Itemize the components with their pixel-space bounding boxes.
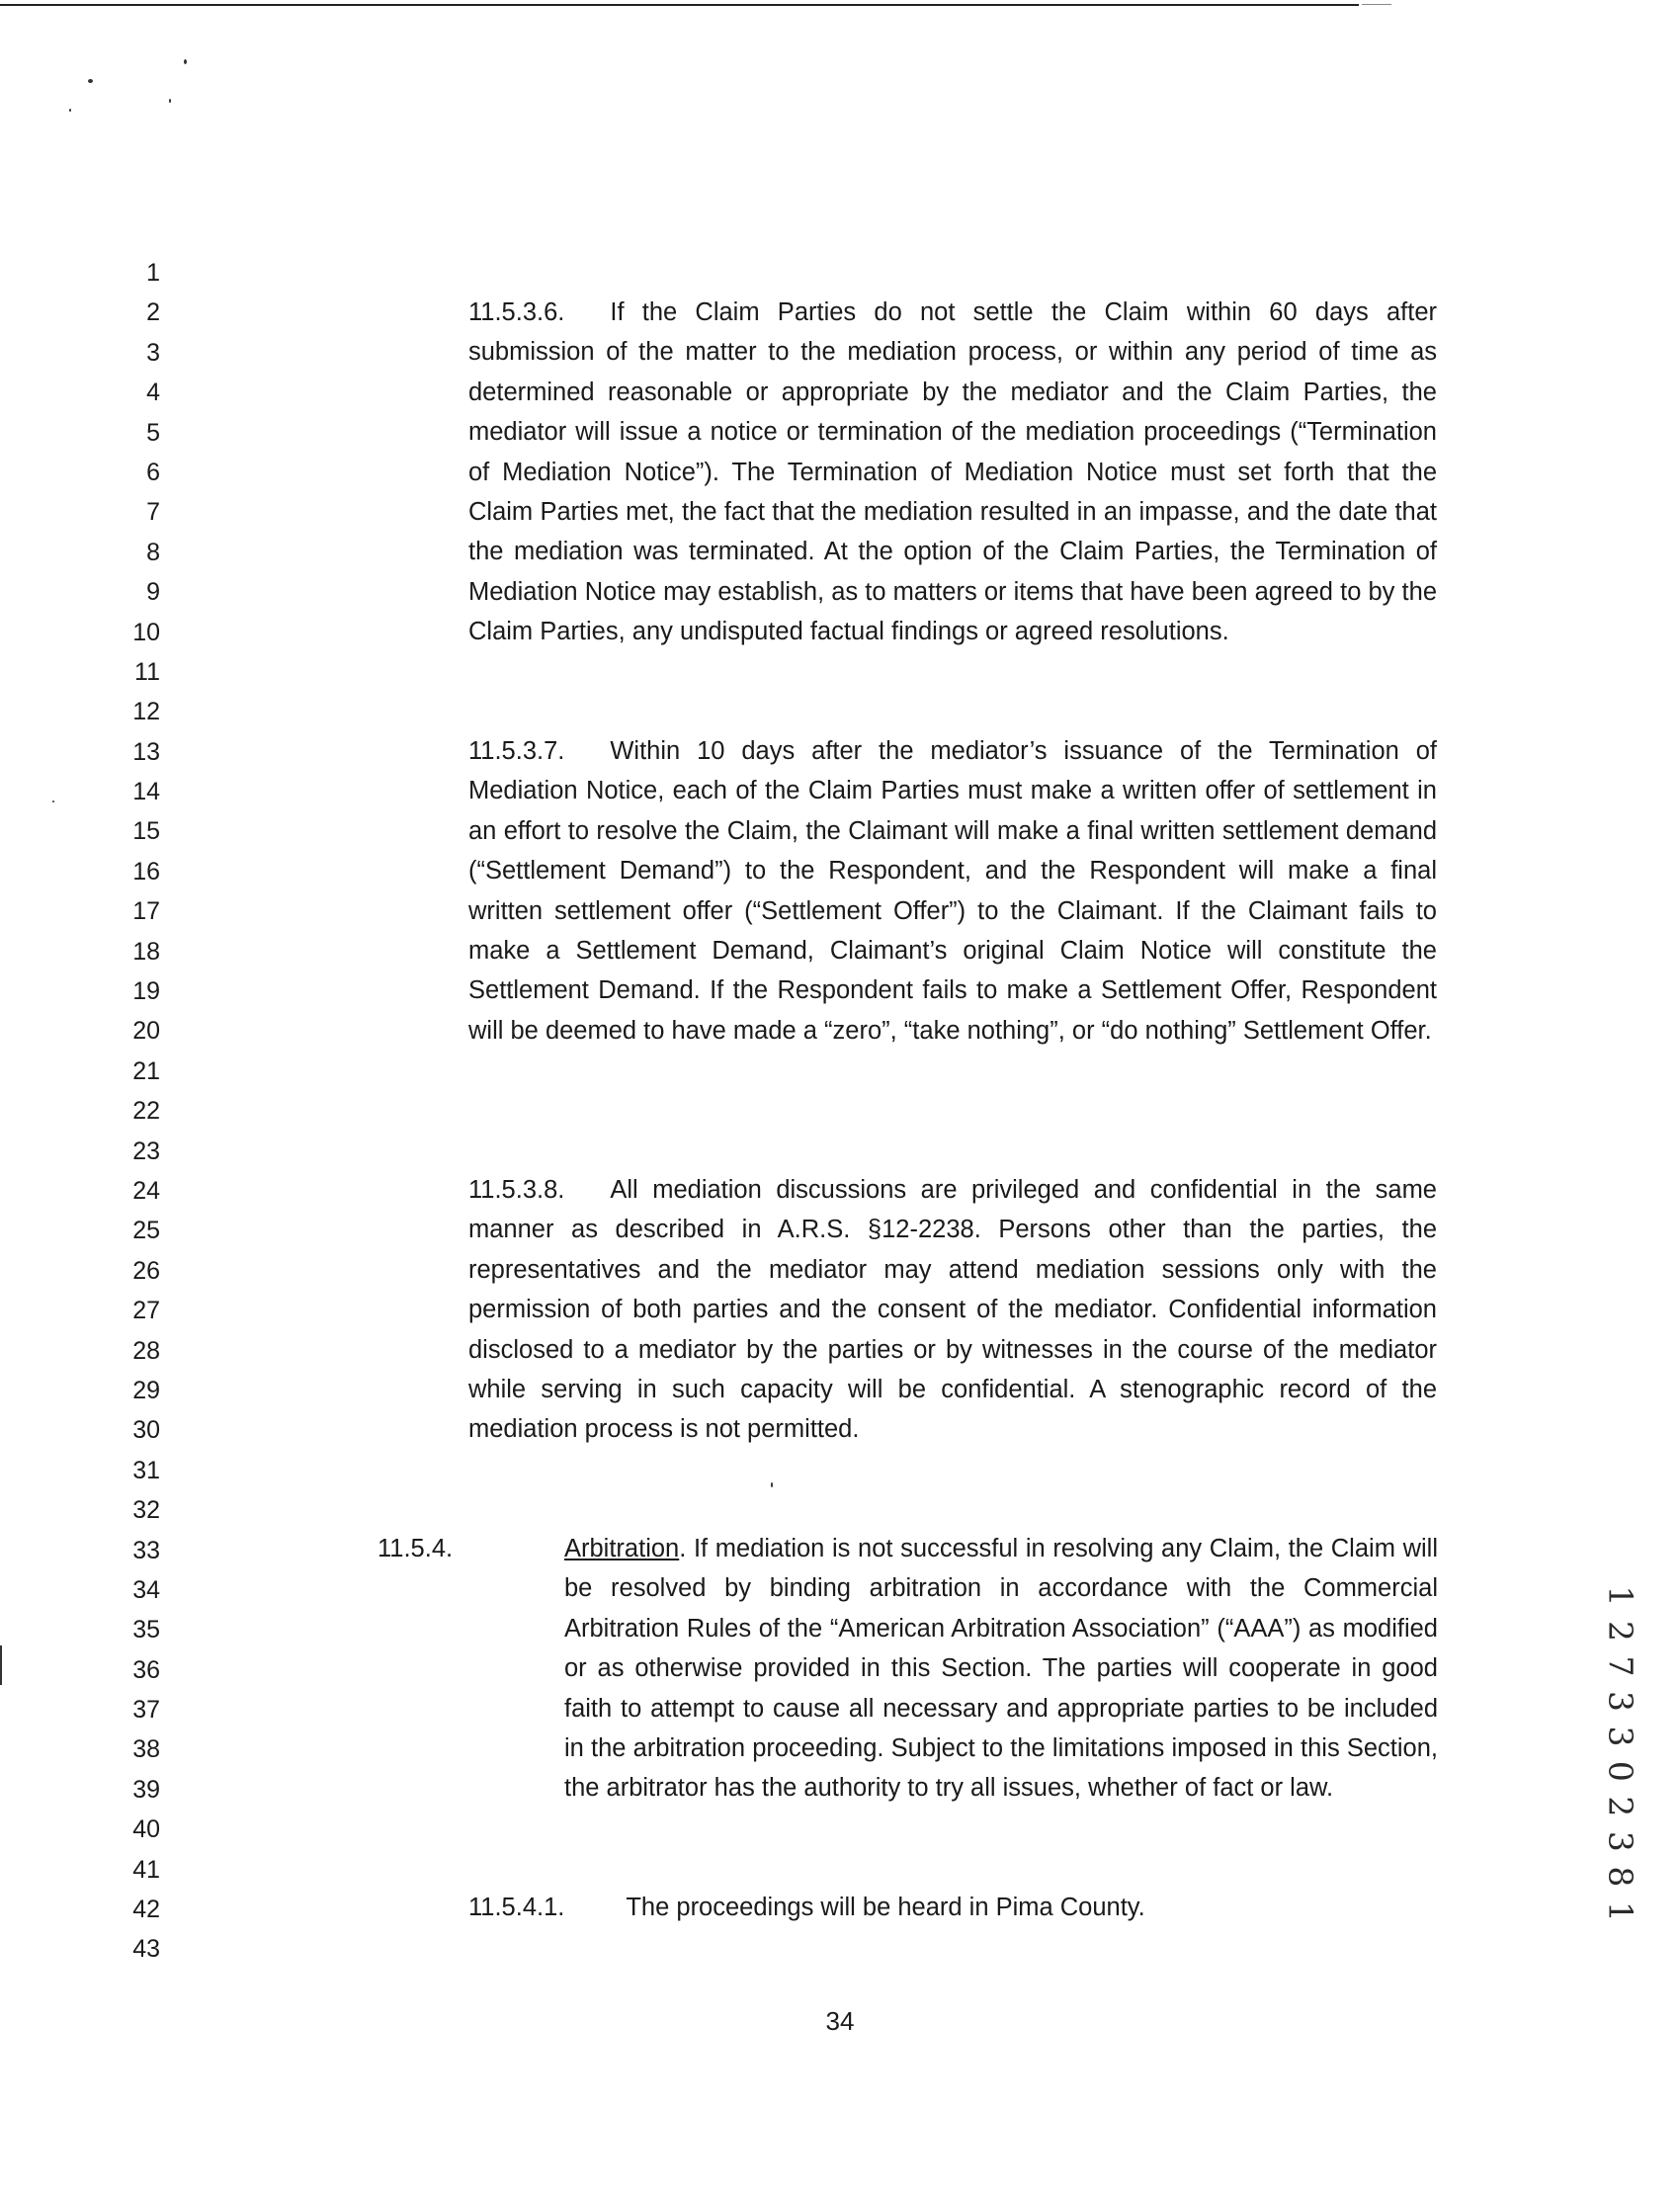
line-number: 27 [132, 1297, 160, 1325]
line-number: 5 [146, 418, 160, 447]
line-number: 18 [132, 937, 160, 966]
line-number: 36 [132, 1655, 160, 1684]
section-text: The proceedings will be heard in Pima County. [626, 1894, 1145, 1921]
section-heading: Arbitration [564, 1535, 680, 1562]
line-number: 29 [132, 1376, 160, 1404]
scan-speck [184, 59, 187, 64]
section-text: All mediation discussions are privileged and confidential in the same manner as described in A.R.S. §12-2238. Persons other than the parties, the representatives and the mediator may attend mediation sessions only with the permission of both parties and the consent of the mediator. Confidential information disclosed to a mediator by the parties or by witnesses in the course of the mediator while serving in such capacity will be confidential. A stenographic record of the mediation process is not permitted. [468, 1176, 1437, 1444]
scan-speck [69, 109, 71, 112]
line-number: 2 [146, 298, 160, 327]
line-number: 16 [132, 857, 160, 885]
line-number: 19 [132, 977, 160, 1006]
line-number: 33 [132, 1536, 160, 1564]
scan-speck [771, 1482, 773, 1487]
section-number-11-5-4: 11.5.4. [378, 1535, 454, 1562]
line-number: 22 [132, 1097, 160, 1126]
line-numbers [99, 253, 160, 1970]
line-number: 12 [132, 698, 160, 726]
top-rule-line [0, 4, 1359, 6]
line-number: 26 [132, 1256, 160, 1285]
line-number: 1 [146, 259, 160, 287]
section-11-5-3-8 [468, 1170, 1437, 1450]
scan-speck [88, 79, 93, 83]
line-number: 9 [146, 578, 160, 607]
line-number: 35 [132, 1616, 160, 1644]
line-number: 31 [132, 1456, 160, 1484]
recording-stamp [1601, 1585, 1640, 1924]
section-number: 11.5.3.8. [468, 1176, 565, 1204]
line-number: 25 [132, 1217, 160, 1245]
line-number: 23 [132, 1137, 160, 1165]
line-number: 38 [132, 1735, 160, 1764]
line-number: 14 [132, 778, 160, 806]
top-rule-tail [1362, 4, 1391, 5]
line-number: 28 [132, 1336, 160, 1365]
line-number: 32 [132, 1496, 160, 1525]
line-number: 3 [146, 338, 160, 367]
line-number: 34 [132, 1575, 160, 1604]
line-number: 7 [146, 498, 160, 527]
section-11-5-4-1 [468, 1888, 1437, 1927]
line-number: 13 [132, 737, 160, 766]
line-number: 21 [132, 1056, 160, 1085]
line-number: 24 [132, 1176, 160, 1205]
line-number: 30 [132, 1416, 160, 1445]
scan-speck [169, 99, 171, 103]
section-number: 11.5.4.1. [468, 1894, 565, 1921]
line-number: 41 [132, 1855, 160, 1884]
line-number: 6 [146, 458, 160, 486]
section-11-5-3-7 [468, 731, 1437, 1051]
section-text: . If mediation is not successful in resolving any Claim, the Claim will be resolved by binding arbitration in accordance with the Commercial Arbitration Rules of the “American Arbitration Association” (“AAA”) as modified or as otherwise provided in this Section. The parties will cooperate in good faith to attempt to cause all necessary and appropriate parties to be included in the arbitration proceeding. Subject to the limitations imposed in this Section, the arbitrator has the authority to try all issues, whether of fact or law. [564, 1535, 1438, 1803]
page-number: 34 [825, 2006, 855, 2036]
line-number: 8 [146, 538, 160, 566]
line-number: 42 [132, 1896, 160, 1924]
line-number: 43 [132, 1935, 160, 1964]
line-number: 17 [132, 897, 160, 926]
line-number: 20 [132, 1017, 160, 1046]
line-number: 37 [132, 1696, 160, 1725]
section-text: Within 10 days after the mediator’s issuance of the Termination of Mediation Notice, each of the Claim Parties must make a written offer of settlement in an effort to resolve the Claim, the Claimant will make a final written settlement demand (“Settlement Demand”) to the Respondent, and the Respondent will make a final written settlement offer (“Settlement Offer”) to the Claimant. If the Claimant fails to make a Settlement Demand, Claimant’s original Claim Notice will constitute the Settlement Demand. If the Respondent fails to make a Settlement Offer, Respondent will be deemed to have made a “zero”, “take nothing”, or “do nothing” Settlement Offer. [468, 737, 1437, 1045]
section-11-5-4 [564, 1529, 1438, 1809]
line-number: 11 [134, 657, 160, 686]
section-text: If the Claim Parties do not settle the Claim within 60 days after submission of the matter to the mediation process, or within any period of time as determined reasonable or appropriate by the mediator and the Claim Parties, the mediator will issue a notice or termination of the mediation proceedings (“Termination of Mediation Notice”). The Termination of Mediation Notice must set forth that the Claim Parties met, the fact that the mediation resulted in an impasse, and the date that the mediation was terminated. At the option of the Claim Parties, the Termination of Mediation Notice may establish, as to matters or items that have been agreed to by the Claim Parties, any undisputed factual findings or agreed resolutions. [468, 298, 1437, 646]
line-number: 4 [146, 379, 160, 407]
recording-stamp-text: 1 2 7 3 3 0 2 3 8 1 [1601, 1585, 1640, 1924]
line-number: 40 [132, 1815, 160, 1844]
section-11-5-3-6 [468, 293, 1437, 652]
scan-speck [52, 801, 54, 802]
section-number: 11.5.3.6. [468, 298, 565, 326]
line-number: 39 [132, 1775, 160, 1804]
line-number: 10 [132, 618, 160, 646]
line-number: 15 [132, 817, 160, 846]
scan-edge-mark [0, 1645, 2, 1685]
section-number: 11.5.3.7. [468, 737, 565, 765]
